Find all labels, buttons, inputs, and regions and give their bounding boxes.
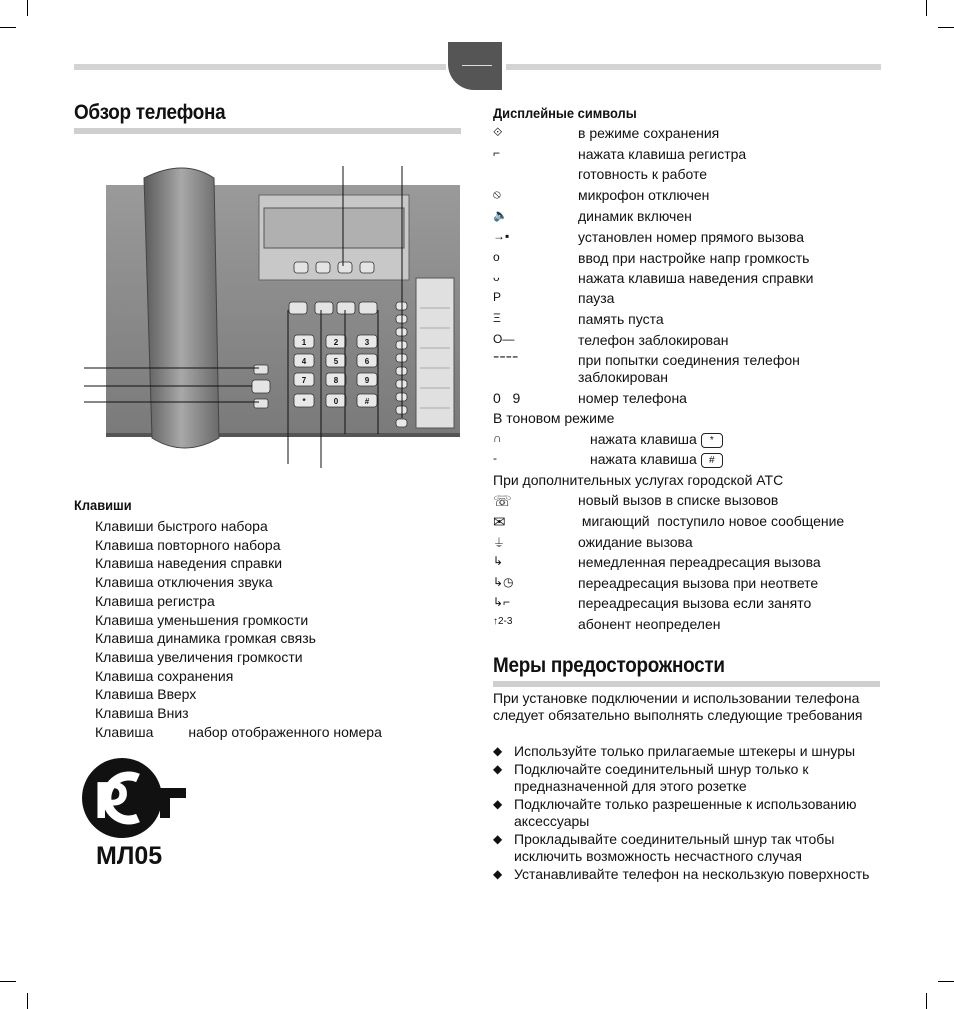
pbx-row xyxy=(493,534,893,554)
keypad-key: 2 xyxy=(333,338,339,347)
new-call-icon: ☏ xyxy=(493,493,512,510)
pbx-desc: переадресация вызова при неответе xyxy=(578,575,819,591)
symbol-row xyxy=(493,311,893,331)
crop-mark xyxy=(0,27,16,28)
safety-rule xyxy=(493,681,880,687)
symbol-row xyxy=(493,290,893,310)
phone-illustration xyxy=(84,158,466,470)
tone-desc: нажата клавиша * xyxy=(590,431,723,448)
digits-icon: 0 9 xyxy=(493,390,521,406)
symbol-row xyxy=(493,166,893,186)
keypad-key: 6 xyxy=(364,357,370,366)
pbx-desc: немедленная переадресация вызова xyxy=(578,554,821,570)
pause-icon: P xyxy=(493,290,502,304)
crop-mark xyxy=(926,993,927,1009)
direct-call-icon: →▪ xyxy=(493,229,510,243)
symbol-desc: при попытки соединения телефон заблокирован xyxy=(578,352,800,385)
keypad-key: 1 xyxy=(301,338,307,347)
rst-certification-logo xyxy=(80,758,188,842)
key-item: Клавиша Вверх xyxy=(95,686,197,703)
safety-bullet: ◆ Подключайте соединительный шнур только к предназначенной для этого розетке xyxy=(493,761,885,795)
pbx-desc: переадресация вызова если занято xyxy=(578,595,812,611)
symbol-row xyxy=(493,125,893,145)
pbx-desc: абонент неопределен xyxy=(578,616,721,632)
mic-off-icon: ⦸ xyxy=(493,187,501,201)
key-item: Клавиша наведения справки xyxy=(95,555,283,572)
keypad-key: 3 xyxy=(364,338,370,347)
tone-desc: нажата клавиша # xyxy=(590,451,723,468)
symbol-desc: установлен номер прямого вызова xyxy=(578,229,804,245)
section-title-overview: Обзор телефона xyxy=(74,101,226,124)
tone-row xyxy=(493,451,893,471)
keys-heading: Клавиши xyxy=(74,497,132,513)
call-waiting-icon: ⏚ xyxy=(493,536,506,550)
section-title-safety: Меры предосторожности xyxy=(493,654,725,677)
key-item: Клавиша сохранения xyxy=(95,667,234,684)
keypad-key: # xyxy=(364,397,370,406)
tone-mode-heading: В тоновом режиме xyxy=(493,410,615,426)
safety-intro: При установке подключении и использовании телефона следует обязательно выполнять следующие требования xyxy=(493,690,863,723)
safety-list xyxy=(493,743,885,884)
key-item: Клавиша увеличения громкости xyxy=(95,648,303,665)
symbol-desc: в режиме сохранения xyxy=(578,125,720,141)
symbol-desc: микрофон отключен xyxy=(578,187,710,203)
pbx-desc: новый вызов в списке вызовов xyxy=(578,492,779,508)
memory-empty-icon: Ξ xyxy=(493,311,501,325)
pbx-row xyxy=(493,492,893,512)
envelope-icon: ✉ xyxy=(493,514,506,531)
symbol-row xyxy=(493,390,893,410)
forward-busy-icon: ↳⌐ xyxy=(493,595,511,609)
symbol-desc: телефон заблокирован xyxy=(578,332,729,348)
key-item: Клавиша динамика громкая связь xyxy=(95,630,316,647)
keys-list xyxy=(95,517,382,741)
keypad-key: 8 xyxy=(333,376,339,385)
speaker-on-icon: 🔈 xyxy=(493,208,508,222)
pbx-row xyxy=(493,513,893,533)
keypad-key: 4 xyxy=(301,357,307,366)
crop-mark xyxy=(27,993,28,1009)
pbx-row xyxy=(493,575,893,595)
safety-bullet: ◆ Используйте только прилагаемые штекеры и шнуры xyxy=(493,743,885,760)
key-item: Клавиша Вниз xyxy=(95,705,189,722)
tone-row xyxy=(493,431,893,451)
symbol-row xyxy=(493,229,893,249)
key-item: Клавиши быстрого набора xyxy=(95,518,268,534)
pbx-row xyxy=(493,554,893,574)
symbol-desc: готовность к работе xyxy=(578,166,707,182)
symbol-desc: память пуста xyxy=(578,311,664,327)
forward-noanswer-icon: ↳◷ xyxy=(493,575,514,589)
key-lock-icon: O— xyxy=(493,332,515,346)
display-symbols-heading: Дисплейные символы xyxy=(493,105,637,121)
header-bar-right xyxy=(506,64,881,70)
symbol-desc: нажата клавиша наведения справки xyxy=(578,270,814,286)
symbol-row xyxy=(493,352,893,388)
blocked-dial-icon: ⁼⁼⁼⁼ xyxy=(493,352,519,366)
svg-text:P: P xyxy=(94,772,129,830)
safety-bullet: ◆ Прокладывайте соединительный шнур так чтобы исключить возможность несчастного случая xyxy=(493,831,885,865)
symbol-row xyxy=(493,250,893,270)
symbol-row xyxy=(493,332,893,352)
pbx-row xyxy=(493,616,893,636)
hash-key-icon: # xyxy=(701,453,723,468)
page-tab xyxy=(448,42,502,90)
key-item: Клавиша регистра xyxy=(95,592,215,609)
key-item: Клавиша набор отображенного номера xyxy=(95,723,382,740)
safety-bullet: ◆ Подключайте только разрешенные к использованию аксессуары xyxy=(493,796,885,830)
symbol-desc: номер телефона xyxy=(578,390,687,406)
shift-key-icon: ⌐ xyxy=(493,146,501,160)
header-bar-left xyxy=(74,64,446,70)
safety-bullet: ◆ Устанавливайте телефон на нескользкую поверхность xyxy=(493,866,885,883)
consult-key-icon: ᴗ xyxy=(493,270,500,284)
pbx-heading: При дополнительных услугах городской АТС xyxy=(493,472,784,488)
symbol-row xyxy=(493,187,893,207)
crop-mark xyxy=(926,0,927,16)
star-key-icon: * xyxy=(701,433,723,448)
crop-mark xyxy=(0,981,16,982)
crop-mark xyxy=(938,27,954,28)
symbol-desc: ввод при настройке напр громкость xyxy=(578,250,810,266)
forward-immediate-icon: ↳ xyxy=(493,554,504,568)
symbol-desc: пауза xyxy=(578,290,615,306)
symbol-row xyxy=(493,270,893,290)
title-rule xyxy=(74,128,461,134)
pbx-desc: ожидание вызова xyxy=(578,534,693,550)
pbx-row xyxy=(493,595,893,615)
tone-hash-icon: - xyxy=(493,451,497,465)
certification-code: МЛ05 xyxy=(96,842,163,870)
symbol-row xyxy=(493,208,893,228)
keypad-key: 9 xyxy=(364,376,370,385)
symbol-desc: нажата клавиша регистра xyxy=(578,146,747,162)
save-mode-icon: ⟐ xyxy=(493,125,503,139)
page-tab-line xyxy=(462,65,492,66)
unknown-caller-icon: ↑2-3 xyxy=(493,616,513,627)
volume-setting-icon: o xyxy=(493,250,500,264)
keypad-key: 0 xyxy=(333,397,339,406)
keypad-key: 5 xyxy=(333,357,339,366)
crop-mark xyxy=(27,0,28,16)
keypad-key: 7 xyxy=(301,376,307,385)
key-item: Клавиша уменьшения громкости xyxy=(95,611,309,628)
key-item: Клавиша отключения звука xyxy=(95,574,273,591)
pbx-desc: мигающий поступило новое сообщение xyxy=(578,513,845,529)
symbol-desc: динамик включен xyxy=(578,208,692,224)
ready-icon xyxy=(493,166,553,186)
keypad-key: * xyxy=(302,397,306,406)
key-item: Клавиша повторного набора xyxy=(95,536,281,553)
tone-star-icon: ∩ xyxy=(493,431,502,445)
crop-mark xyxy=(938,981,954,982)
symbol-row xyxy=(493,146,893,166)
